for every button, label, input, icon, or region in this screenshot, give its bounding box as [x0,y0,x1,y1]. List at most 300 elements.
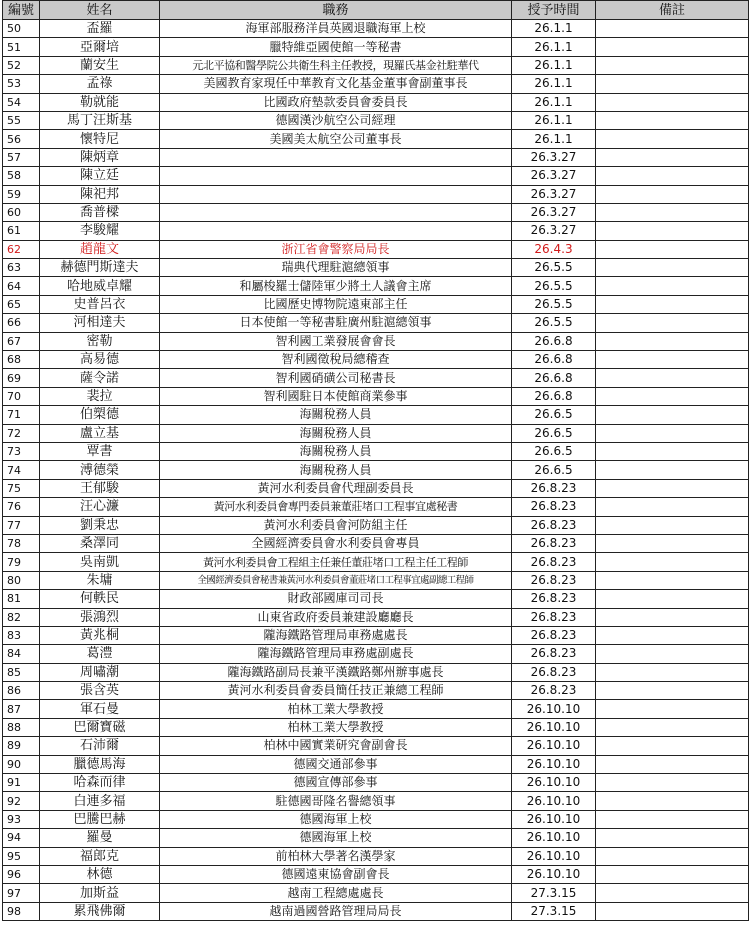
table-row [3,755,749,773]
cell-date: 26.1.1 [512,56,596,74]
cell-note [596,387,749,405]
table-row [3,369,749,387]
cell-no: 72 [3,424,40,442]
cell-no: 54 [3,93,40,111]
cell-date: 26.8.23 [512,608,596,626]
cell-no: 90 [3,755,40,773]
cell-note [596,332,749,350]
cell-note [596,461,749,479]
cell-post: 德國遠東協會副會長 [160,865,512,883]
cell-date: 26.1.1 [512,93,596,111]
cell-no: 92 [3,792,40,810]
cell-name: 軍石曼 [40,700,160,718]
cell-date: 26.8.23 [512,590,596,608]
cell-post: 駐德國哥隆名譽總領事 [160,792,512,810]
cell-post: 黃河水利委員會代理副委員長 [160,479,512,497]
cell-no: 55 [3,111,40,129]
table-row [3,534,749,552]
cell-date: 26.10.10 [512,829,596,847]
cell-post: 黃河水利委員會河防組主任 [160,516,512,534]
cell-post: 柏林中國實業研究會副會長 [160,737,512,755]
cell-post: 美國教育家現任中華教育文化基金董事會副董事長 [160,75,512,93]
table-row [3,20,749,38]
cell-no: 66 [3,314,40,332]
table-row [3,111,749,129]
cell-note [596,663,749,681]
cell-date: 26.10.10 [512,810,596,828]
cell-name: 馬丁汪斯基 [40,111,160,129]
cell-name: 懷特尼 [40,130,160,148]
cell-note [596,571,749,589]
cell-date: 26.6.5 [512,442,596,460]
table-row [3,148,749,166]
cell-no: 50 [3,20,40,38]
cell-name: 河相達夫 [40,314,160,332]
cell-post [160,148,512,166]
table-row [3,277,749,295]
table-row [3,498,749,516]
cell-no: 79 [3,553,40,571]
cell-name: 蘭安生 [40,56,160,74]
cell-post: 越南工程總處處長 [160,884,512,902]
cell-post: 黃河水利委員會專門委員兼董莊堵口工程事宜處秘書 [160,498,512,516]
cell-no: 67 [3,332,40,350]
table-row [3,314,749,332]
cell-post: 比國政府墊款委員會委員長 [160,93,512,111]
cell-date: 26.10.10 [512,700,596,718]
cell-name: 葛澧 [40,645,160,663]
cell-no: 63 [3,259,40,277]
cell-date: 26.5.5 [512,277,596,295]
cell-date: 26.3.27 [512,203,596,221]
cell-name: 周嘯潮 [40,663,160,681]
table-row [3,222,749,240]
cell-date: 26.1.1 [512,111,596,129]
cell-date: 26.6.5 [512,406,596,424]
cell-post: 黃河水利委員會工程組主任兼任董莊堵口工程主任工程師 [160,553,512,571]
cell-name: 黃兆桐 [40,626,160,644]
cell-note [596,38,749,56]
cell-post: 智利國駐日本使館商業參事 [160,387,512,405]
cell-name: 陳祀邦 [40,185,160,203]
cell-no: 73 [3,442,40,460]
cell-no: 82 [3,608,40,626]
cell-name: 孟祿 [40,75,160,93]
cell-no: 91 [3,774,40,792]
cell-note [596,167,749,185]
cell-no: 61 [3,222,40,240]
cell-name: 張鴻烈 [40,608,160,626]
cell-no: 74 [3,461,40,479]
cell-note [596,75,749,93]
header-row [3,1,749,20]
cell-name: 加斯益 [40,884,160,902]
table-row [3,185,749,203]
cell-name: 臘德馬海 [40,755,160,773]
cell-no: 58 [3,167,40,185]
cell-note [596,829,749,847]
cell-date: 26.6.8 [512,332,596,350]
cell-date: 26.8.23 [512,516,596,534]
table-row [3,682,749,700]
cell-name: 亞爾培 [40,38,160,56]
cell-date: 26.6.5 [512,461,596,479]
cell-post: 財政部國庫司司長 [160,590,512,608]
cell-note [596,865,749,883]
cell-note [596,240,749,258]
cell-date: 26.10.10 [512,847,596,865]
table-row [3,332,749,350]
cell-name: 覃書 [40,442,160,460]
cell-post: 臘特維亞國使館一等秘書 [160,38,512,56]
cell-note [596,737,749,755]
cell-name: 羅曼 [40,829,160,847]
cell-date: 26.10.10 [512,737,596,755]
cell-name: 哈森而律 [40,774,160,792]
header-note: 備註 [596,1,749,20]
cell-no: 77 [3,516,40,534]
cell-name: 張含英 [40,682,160,700]
cell-note [596,608,749,626]
table-row [3,295,749,313]
cell-note [596,185,749,203]
table-row [3,351,749,369]
cell-no: 93 [3,810,40,828]
cell-note [596,20,749,38]
cell-date: 26.3.27 [512,185,596,203]
cell-note [596,222,749,240]
cell-no: 70 [3,387,40,405]
table-row [3,75,749,93]
table-row [3,884,749,902]
cell-note [596,774,749,792]
cell-post: 元北平協和醫學院公共衛生科主任教授，現羅氏基金社駐華代 [160,56,512,74]
cell-note [596,847,749,865]
table-row [3,847,749,865]
table-row [3,865,749,883]
cell-date: 26.1.1 [512,130,596,148]
cell-no: 52 [3,56,40,74]
cell-post: 德國海軍上校 [160,810,512,828]
cell-no: 71 [3,406,40,424]
cell-no: 94 [3,829,40,847]
cell-date: 26.6.8 [512,351,596,369]
cell-name: 林德 [40,865,160,883]
cell-post: 智利國硝磺公司秘書長 [160,369,512,387]
cell-post: 隴海鐵路副局長兼平漢鐵路鄭州辦事處長 [160,663,512,681]
cell-name: 陳炳章 [40,148,160,166]
cell-note [596,534,749,552]
cell-date: 26.3.27 [512,148,596,166]
cell-name: 巴爾寶磁 [40,718,160,736]
cell-date: 26.8.23 [512,663,596,681]
table-row [3,203,749,221]
table-row [3,810,749,828]
cell-note [596,295,749,313]
cell-note [596,442,749,460]
table-row [3,553,749,571]
cell-no: 65 [3,295,40,313]
table-row [3,479,749,497]
cell-post: 越南過國營路管理局局長 [160,902,512,920]
cell-note [596,479,749,497]
cell-name: 裴拉 [40,387,160,405]
cell-note [596,884,749,902]
cell-no: 86 [3,682,40,700]
cell-name: 李駿耀 [40,222,160,240]
table-row [3,608,749,626]
cell-note [596,590,749,608]
cell-post: 海關稅務人員 [160,442,512,460]
header-no: 編號 [3,1,40,20]
table-row [3,461,749,479]
cell-date: 26.8.23 [512,571,596,589]
table-body [3,20,749,921]
cell-date: 26.8.23 [512,534,596,552]
cell-note [596,314,749,332]
cell-name: 巴騰巴赫 [40,810,160,828]
table-row [3,93,749,111]
cell-date: 26.3.27 [512,222,596,240]
cell-name: 福郎克 [40,847,160,865]
cell-no: 60 [3,203,40,221]
cell-name: 溥德榮 [40,461,160,479]
cell-date: 26.10.10 [512,792,596,810]
cell-date: 26.6.5 [512,424,596,442]
cell-date: 26.10.10 [512,774,596,792]
cell-post: 美國美太航空公司董事長 [160,130,512,148]
cell-no: 51 [3,38,40,56]
cell-date: 26.10.10 [512,865,596,883]
table-row [3,792,749,810]
cell-no: 78 [3,534,40,552]
cell-post: 瑞典代理駐滬總領事 [160,259,512,277]
cell-no: 69 [3,369,40,387]
cell-post: 智利國工業發展會會長 [160,332,512,350]
cell-date: 26.1.1 [512,75,596,93]
cell-note [596,516,749,534]
cell-post: 海軍部服務洋員英國退職海軍上校 [160,20,512,38]
cell-note [596,553,749,571]
cell-date: 26.8.23 [512,479,596,497]
table-row [3,442,749,460]
cell-post: 隴海鐵路管理局車務處副處長 [160,645,512,663]
cell-date: 26.5.5 [512,295,596,313]
cell-no: 85 [3,663,40,681]
cell-no: 75 [3,479,40,497]
cell-name: 勒就能 [40,93,160,111]
table-row [3,406,749,424]
header-date: 授予時間 [512,1,596,20]
cell-name: 密勒 [40,332,160,350]
cell-no: 81 [3,590,40,608]
cell-no: 89 [3,737,40,755]
cell-post: 和屬梭羅士儲陸軍少將土人議會主席 [160,277,512,295]
cell-date: 26.1.1 [512,38,596,56]
cell-note [596,810,749,828]
table-row [3,259,749,277]
cell-note [596,56,749,74]
cell-post: 隴海鐵路管理局車務處處長 [160,626,512,644]
table-row [3,38,749,56]
cell-note [596,259,749,277]
cell-note [596,369,749,387]
cell-note [596,277,749,295]
cell-note [596,645,749,663]
table-row [3,626,749,644]
cell-name: 陳立廷 [40,167,160,185]
header-name: 姓名 [40,1,160,20]
table-row [3,590,749,608]
cell-no: 80 [3,571,40,589]
table-row [3,56,749,74]
cell-date: 26.8.23 [512,682,596,700]
cell-date: 27.3.15 [512,902,596,920]
cell-note [596,130,749,148]
cell-note [596,718,749,736]
cell-no: 84 [3,645,40,663]
cell-name: 桑澤同 [40,534,160,552]
cell-no: 95 [3,847,40,865]
table-row [3,902,749,920]
cell-date: 26.8.23 [512,626,596,644]
cell-post: 海關稅務人員 [160,424,512,442]
cell-note [596,203,749,221]
cell-post: 柏林工業大學教授 [160,718,512,736]
cell-note [596,351,749,369]
cell-no: 88 [3,718,40,736]
cell-post: 浙江省會警察局局長 [160,240,512,258]
cell-no: 62 [3,240,40,258]
cell-no: 98 [3,902,40,920]
cell-post: 德國漢沙航空公司經理 [160,111,512,129]
cell-name: 朱墉 [40,571,160,589]
cell-post: 海關稅務人員 [160,406,512,424]
table-row [3,737,749,755]
cell-name: 石沛爾 [40,737,160,755]
cell-date: 26.5.5 [512,314,596,332]
cell-post [160,185,512,203]
cell-no: 59 [3,185,40,203]
cell-date: 27.3.15 [512,884,596,902]
honor-roster-table [2,0,749,921]
cell-post: 比國歷史博物院遠東部主任 [160,295,512,313]
cell-note [596,902,749,920]
cell-note [596,700,749,718]
cell-post: 德國交通部參事 [160,755,512,773]
cell-post [160,167,512,185]
cell-post: 前柏林大學著名漢學家 [160,847,512,865]
cell-date: 26.5.5 [512,259,596,277]
cell-name: 伯槊德 [40,406,160,424]
cell-note [596,755,749,773]
table-row [3,718,749,736]
table-row [3,700,749,718]
table-row [3,645,749,663]
cell-post: 德國宣傳部參事 [160,774,512,792]
cell-name: 累飛佛爾 [40,902,160,920]
cell-post: 海關稅務人員 [160,461,512,479]
table-row [3,774,749,792]
cell-name: 汪心濂 [40,498,160,516]
cell-no: 76 [3,498,40,516]
cell-name: 高易德 [40,351,160,369]
table-row [3,829,749,847]
cell-post: 黃河水利委員會委員簡任技正兼總工程師 [160,682,512,700]
cell-name: 史普呂衣 [40,295,160,313]
cell-note [596,498,749,516]
cell-no: 53 [3,75,40,93]
table-row [3,571,749,589]
table-row [3,130,749,148]
cell-note [596,111,749,129]
header-post: 職務 [160,1,512,20]
cell-no: 64 [3,277,40,295]
cell-name: 白連多福 [40,792,160,810]
cell-no: 57 [3,148,40,166]
cell-post: 日本使館一等秘書駐廣州駐滬總領事 [160,314,512,332]
cell-note [596,406,749,424]
table-row [3,424,749,442]
cell-name: 盃羅 [40,20,160,38]
cell-date: 26.8.23 [512,498,596,516]
cell-note [596,626,749,644]
cell-note [596,148,749,166]
cell-date: 26.1.1 [512,20,596,38]
cell-note [596,424,749,442]
cell-no: 83 [3,626,40,644]
table-row [3,240,749,258]
cell-post: 全國經濟委員會秘書兼黃河水利委員會董莊堵口工程事宜處副總工程師 [160,571,512,589]
cell-no: 97 [3,884,40,902]
cell-name: 劉秉忠 [40,516,160,534]
cell-date: 26.6.8 [512,369,596,387]
cell-name: 盧立基 [40,424,160,442]
cell-name: 何軼民 [40,590,160,608]
table-row [3,663,749,681]
cell-date: 26.6.8 [512,387,596,405]
table-row [3,167,749,185]
cell-no: 68 [3,351,40,369]
cell-date: 26.8.23 [512,645,596,663]
cell-post: 智利國徵稅局總稽查 [160,351,512,369]
cell-name: 趙龍文 [40,240,160,258]
cell-note [596,93,749,111]
cell-post [160,222,512,240]
cell-date: 26.4.3 [512,240,596,258]
cell-note [596,682,749,700]
cell-date: 26.10.10 [512,755,596,773]
cell-date: 26.8.23 [512,553,596,571]
table-row [3,516,749,534]
cell-date: 26.3.27 [512,167,596,185]
cell-no: 87 [3,700,40,718]
cell-no: 96 [3,865,40,883]
cell-name: 王郁駿 [40,479,160,497]
cell-no: 56 [3,130,40,148]
cell-date: 26.10.10 [512,718,596,736]
cell-name: 赫德門斯達夫 [40,259,160,277]
cell-name: 吳南凱 [40,553,160,571]
cell-note [596,792,749,810]
cell-post [160,203,512,221]
cell-name: 喬普樑 [40,203,160,221]
cell-post: 全國經濟委員會水利委員會專員 [160,534,512,552]
cell-post: 山東省政府委員兼建設廳廳長 [160,608,512,626]
cell-name: 薩令諾 [40,369,160,387]
cell-post: 柏林工業大學教授 [160,700,512,718]
cell-name: 哈地威卓耀 [40,277,160,295]
